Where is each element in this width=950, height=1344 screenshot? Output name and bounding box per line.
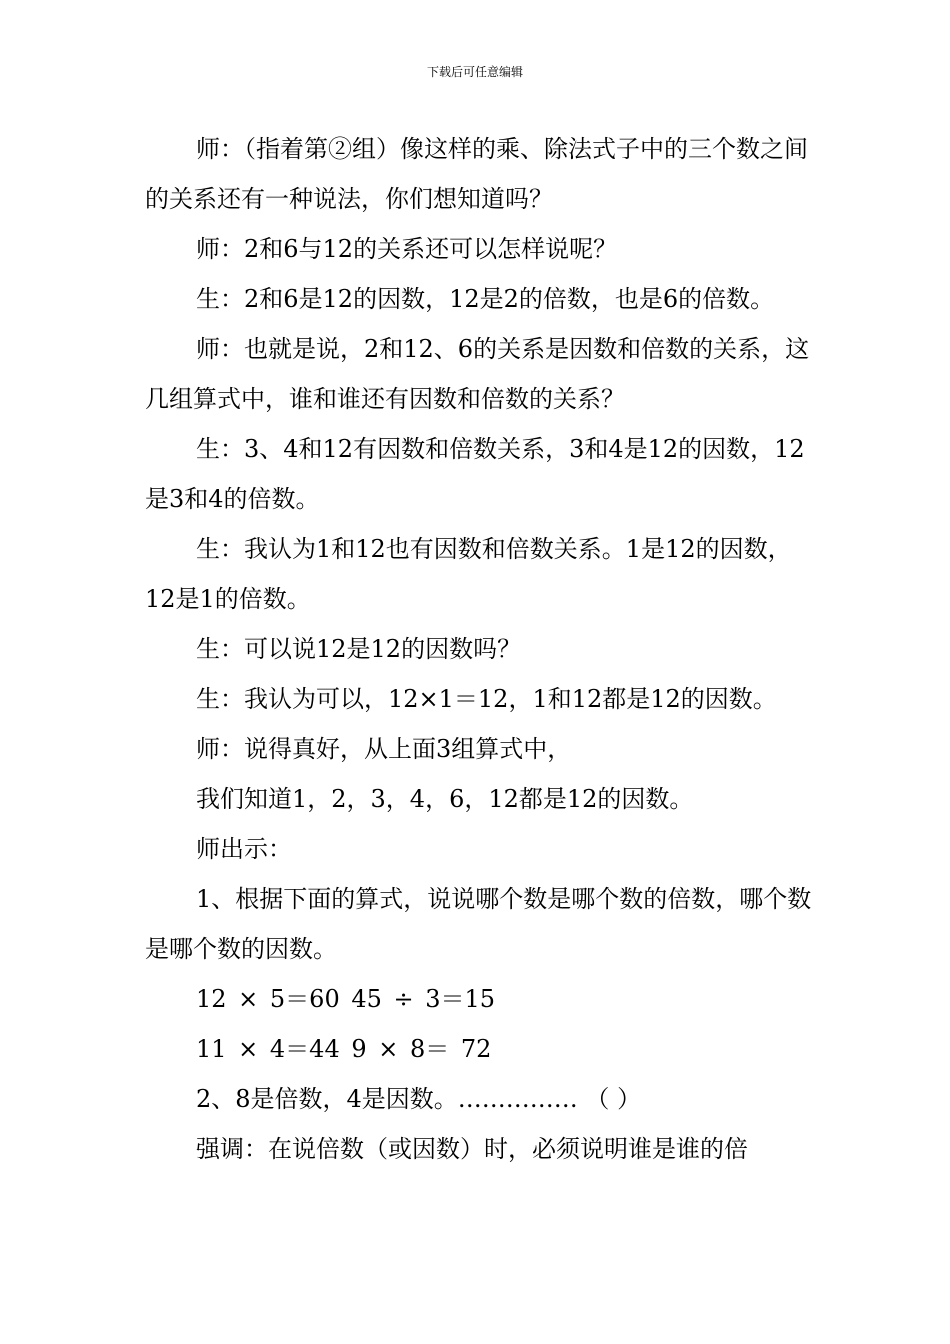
equation-line: 11 × 4＝44 9 × 8＝ 72 (196, 1035, 492, 1063)
paragraph: 师：说得真好，从上面3组算式中， (196, 735, 572, 763)
paragraph: 生：可以说12是12的因数吗？ (196, 635, 522, 663)
paragraph: 生：2和6是12的因数，12是2的倍数，也是6的倍数。 (196, 285, 775, 313)
paragraph: 生：我认为1和12也有因数和倍数关系。1是12的因数，12是1的倍数。 (145, 535, 792, 613)
paragraph: 师：也就是说，2和12、6的关系是因数和倍数的关系，这几组算式中，谁和谁还有因数和倍数的关系？ (145, 335, 810, 413)
paragraph: 师：（指着第②组）像这样的乘、除法式子中的三个数之间的关系还有一种说法，你们想知道吗？ (145, 135, 808, 213)
paragraph: 生：3、4和12有因数和倍数关系，3和4是12的因数，12是3和4的倍数。 (145, 435, 805, 513)
equation-line: 12 × 5＝60 45 ÷ 3＝15 (196, 985, 496, 1013)
document-body (145, 124, 815, 1174)
paragraph: 强调：在说倍数（或因数）时，必须说明谁是谁的倍 (196, 1135, 748, 1163)
paragraph: 1、根据下面的算式，说说哪个数是哪个数的倍数，哪个数是哪个数的因数。 (145, 885, 812, 963)
paragraph: 师：2和6与12的关系还可以怎样说呢？ (196, 235, 618, 263)
page-header: 下载后可任意编辑 (426, 65, 523, 79)
paragraph: 师出示： (196, 835, 292, 863)
paragraph: 我们知道1，2，3，4，6，12都是12的因数。 (196, 785, 694, 813)
paragraph: 生：我认为可以，12×1＝12，1和12都是12的因数。 (196, 685, 777, 713)
paragraph: 2、8是倍数，4是因数。…………… （ ） (196, 1085, 642, 1113)
